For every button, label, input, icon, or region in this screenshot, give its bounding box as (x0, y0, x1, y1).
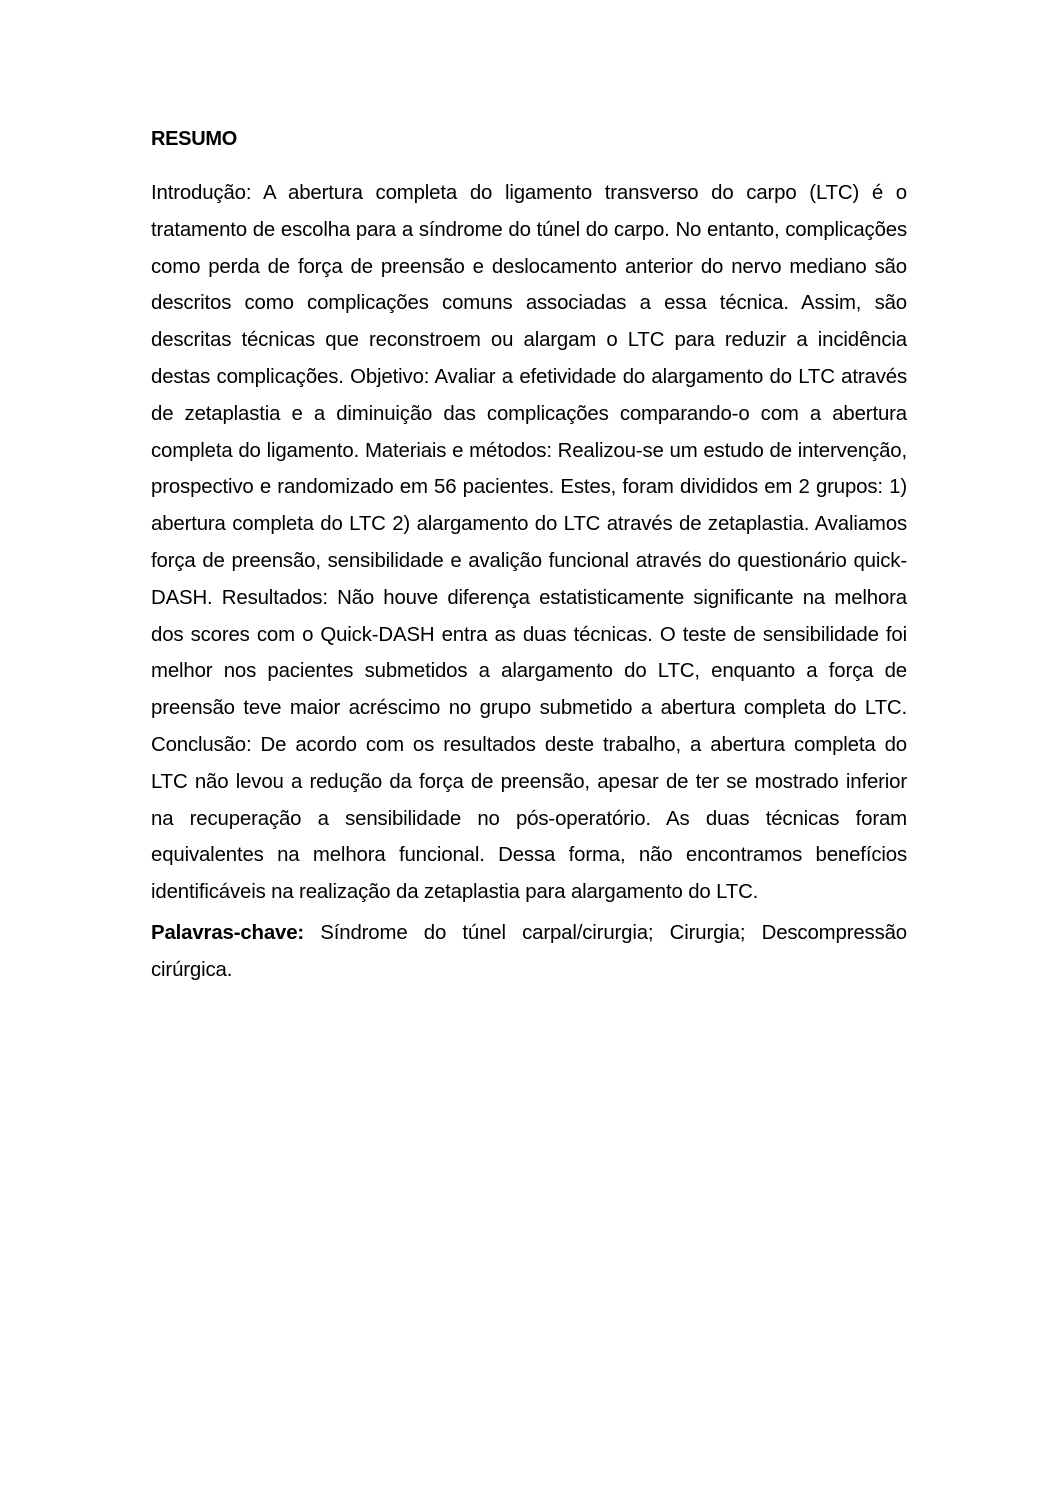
keywords-paragraph (151, 915, 907, 989)
section-title: RESUMO (151, 128, 237, 150)
keywords-label: Palavras-chave: (151, 921, 305, 944)
abstract-paragraph: Introdução: A abertura completa do ligamento transverso do carpo (LTC) é o tratamento de escolha para a síndrome do túnel do carpo. No entanto, complicações como perda de força de preensão e deslocamento anterior do nervo mediano são descritos como complicações comuns associadas a essa técnica. Assim, são descritas técnicas que reconstroem ou alargam o LTC para reduzir a incidência destas complicações. Objetivo: Avaliar a efetividade do alargamento do LTC através de zetaplastia e a diminuição das complicações comparando-o com a abertura completa do ligamento. Materiais e métodos: Realizou-se um estudo de intervenção, prospectivo e randomizado em 56 pacientes. Estes, foram divididos em 2 grupos: 1) abertura completa do LTC 2) alargamento do LTC através de zetaplastia. Avaliamos força de preensão, sensibilidade e avalição funcional através do questionário quick-DASH. Resultados: Não houve diferença estatisticamente significante na melhora dos scores com o Quick-DASH entra as duas técnicas. O teste de sensibilidade foi melhor nos pacientes submetidos a alargamento do LTC, enquanto a força de preensão teve maior acréscimo no grupo submetido a abertura completa do LTC. Conclusão: De acordo com os resultados deste trabalho, a abertura completa do LTC não levou a redução da força de preensão, apesar de ter se mostrado inferior na recuperação a sensibilidade no pós-operatório. As duas técnicas foram equivalentes na melhora funcional. Dessa forma, não encontramos benefícios identificáveis na realização da zetaplastia para alargamento do LTC. (151, 182, 907, 904)
abstract-section (151, 124, 907, 989)
keywords-text: Síndrome do túnel carpal/cirurgia; Cirurgia; Descompressão cirúrgica. (151, 921, 907, 981)
